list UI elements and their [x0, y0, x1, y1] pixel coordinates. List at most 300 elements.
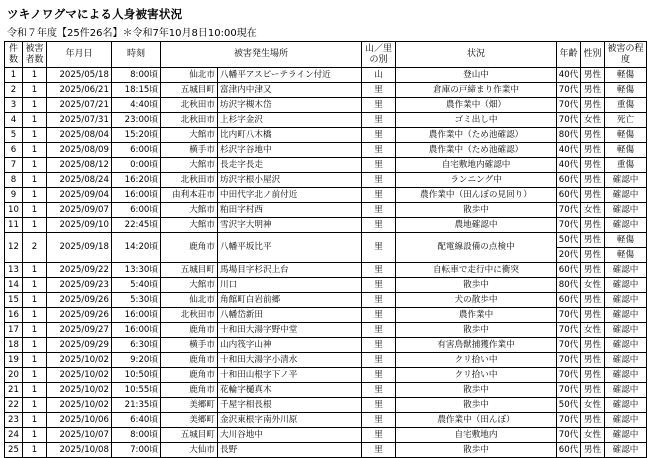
cell-area: 里: [362, 308, 396, 323]
cell-city: 五城目町: [161, 83, 218, 98]
cell-area: 里: [362, 188, 396, 203]
cell-age: 40代: [557, 143, 581, 158]
cell-victims: 1: [23, 98, 47, 113]
table-row: [5, 278, 647, 293]
cell-age: 70代: [557, 338, 581, 353]
cell-no: 14: [5, 278, 23, 293]
cell-victims: 2: [23, 233, 47, 263]
cell-time: 22:45頃: [112, 218, 161, 233]
cell-place: 長走字長走: [218, 158, 362, 173]
cell-date: 2025/09/23: [47, 278, 112, 293]
cell-date: 2025/10/08: [47, 443, 112, 458]
cell-severity: 確認中: [605, 173, 647, 188]
cell-time: 6:30頃: [112, 338, 161, 353]
cell-place: 馬場目字杉沢上台: [218, 263, 362, 278]
cell-no: 13: [5, 263, 23, 278]
cell-victims: 1: [23, 83, 47, 98]
cell-city: 五城目町: [161, 263, 218, 278]
cell-victims: 1: [23, 368, 47, 383]
cell-area: 里: [362, 158, 396, 173]
cell-victims: 1: [23, 293, 47, 308]
cell-time: 6:00頃: [112, 203, 161, 218]
cell-age: 70代: [557, 308, 581, 323]
cell-city: 大館市: [161, 278, 218, 293]
cell-date: 2025/06/21: [47, 83, 112, 98]
cell-city: 鹿角市: [161, 233, 218, 263]
cell-severity: 軽傷: [605, 248, 647, 263]
cell-time: 10:55頃: [112, 383, 161, 398]
cell-gender: 女性: [581, 428, 605, 443]
table-row: [5, 128, 647, 143]
header-time: 時刻: [112, 42, 161, 68]
cell-severity: 確認中: [605, 203, 647, 218]
cell-age: 70代: [557, 323, 581, 338]
cell-date: 2025/07/21: [47, 98, 112, 113]
cell-place: 山内筏字山神: [218, 338, 362, 353]
header-location: 被害発生場所: [161, 42, 362, 68]
cell-no: 9: [5, 188, 23, 203]
cell-city: 鹿角市: [161, 353, 218, 368]
cell-area: 里: [362, 323, 396, 338]
cell-date: 2025/10/07: [47, 428, 112, 443]
cell-age: 60代: [557, 443, 581, 458]
page-subtitle: 令和７年度【25件26名】＊令和7年10月8日10:00現在: [7, 28, 257, 39]
cell-situation: 登山中: [396, 68, 557, 83]
cell-time: 5:40頃: [112, 278, 161, 293]
cell-city: 美郷町: [161, 413, 218, 428]
cell-city: 北秋田市: [161, 173, 218, 188]
cell-area: 里: [362, 383, 396, 398]
cell-time: 16:00頃: [112, 323, 161, 338]
cell-gender: 女性: [581, 278, 605, 293]
cell-city: 北秋田市: [161, 98, 218, 113]
table-row: [5, 398, 647, 413]
cell-time: 6:40頃: [112, 413, 161, 428]
cell-no: 5: [5, 128, 23, 143]
header-date: 年月日: [47, 42, 112, 68]
table-row: [5, 98, 647, 113]
cell-age: 70代: [557, 83, 581, 98]
cell-age: 40代: [557, 68, 581, 83]
cell-situation: クリ拾い中: [396, 368, 557, 383]
cell-situation: ランニング中: [396, 173, 557, 188]
cell-time: 16:00頃: [112, 188, 161, 203]
cell-victims: 1: [23, 68, 47, 83]
cell-city: 鹿角市: [161, 368, 218, 383]
cell-age: 70代: [557, 218, 581, 233]
cell-age: 70代: [557, 413, 581, 428]
cell-gender: 男性: [581, 98, 605, 113]
cell-date: 2025/07/31: [47, 113, 112, 128]
cell-age: 60代: [557, 188, 581, 203]
cell-age: 50代: [557, 398, 581, 413]
cell-severity: 確認中: [605, 278, 647, 293]
cell-gender: 男性: [581, 293, 605, 308]
cell-area: 里: [362, 203, 396, 218]
cell-no: 7: [5, 158, 23, 173]
cell-victims: 1: [23, 263, 47, 278]
cell-gender: 男性: [581, 83, 605, 98]
cell-victims: 1: [23, 128, 47, 143]
table-header-row: [5, 42, 647, 68]
cell-age: 20代: [557, 248, 581, 263]
table-row: [5, 113, 647, 128]
cell-severity: 確認中: [605, 218, 647, 233]
cell-place: 富津内中津又: [218, 83, 362, 98]
cell-date: 2025/08/24: [47, 173, 112, 188]
cell-situation: 散歩中: [396, 203, 557, 218]
cell-age: 80代: [557, 278, 581, 293]
cell-severity: 確認中: [605, 293, 647, 308]
cell-gender: 男性: [581, 443, 605, 458]
cell-place: 川口: [218, 278, 362, 293]
cell-city: 横手市: [161, 338, 218, 353]
table-row: [5, 158, 647, 173]
cell-severity: 軽傷: [605, 128, 647, 143]
cell-severity: 軽傷: [605, 233, 647, 248]
cell-severity: 確認中: [605, 398, 647, 413]
cell-place: 八幡平坂比平: [218, 233, 362, 263]
cell-area: 里: [362, 128, 396, 143]
table-row: [5, 83, 647, 98]
cell-date: 2025/05/18: [47, 68, 112, 83]
cell-severity: 軽傷: [605, 68, 647, 83]
cell-place: 八幡平アスピーテライン付近: [218, 68, 362, 83]
cell-area: 里: [362, 443, 396, 458]
cell-situation: 散歩中: [396, 443, 557, 458]
cell-age: 60代: [557, 293, 581, 308]
cell-victims: 1: [23, 218, 47, 233]
cell-severity: 確認中: [605, 383, 647, 398]
cell-time: 9:20頃: [112, 353, 161, 368]
header-situation: 状況: [396, 42, 557, 68]
cell-date: 2025/08/04: [47, 128, 112, 143]
cell-place: 大川谷地中: [218, 428, 362, 443]
cell-no: 20: [5, 368, 23, 383]
cell-victims: 1: [23, 353, 47, 368]
cell-time: 4:40頃: [112, 98, 161, 113]
cell-victims: 1: [23, 323, 47, 338]
cell-severity: 軽傷: [605, 83, 647, 98]
cell-place: 中田代字北ノ前付近: [218, 188, 362, 203]
cell-date: 2025/09/22: [47, 263, 112, 278]
cell-no: 25: [5, 443, 23, 458]
cell-city: 横手市: [161, 143, 218, 158]
cell-time: 5:30頃: [112, 293, 161, 308]
cell-victims: 1: [23, 428, 47, 443]
cell-situation: 農作業中（ため池確認）: [396, 128, 557, 143]
cell-no: 6: [5, 143, 23, 158]
cell-gender: 男性: [581, 413, 605, 428]
cell-situation: 農作業中（畑）: [396, 98, 557, 113]
cell-place: 千屋字相長根: [218, 398, 362, 413]
table-row: [5, 203, 647, 218]
cell-severity: 確認中: [605, 263, 647, 278]
cell-time: 8:00頃: [112, 68, 161, 83]
cell-gender: 男性: [581, 308, 605, 323]
table-row: [5, 308, 647, 323]
cell-gender: 男性: [581, 128, 605, 143]
cell-date: 2025/09/26: [47, 293, 112, 308]
table-row: [5, 293, 647, 308]
cell-gender: 男性: [581, 368, 605, 383]
cell-city: 由利本荘市: [161, 188, 218, 203]
cell-age: 70代: [557, 383, 581, 398]
cell-place: 十和田山根字下ノ平: [218, 368, 362, 383]
cell-no: 3: [5, 98, 23, 113]
cell-city: 美郷町: [161, 398, 218, 413]
cell-date: 2025/08/12: [47, 158, 112, 173]
header-area: 山／里の別: [362, 42, 396, 68]
cell-gender: 男性: [581, 143, 605, 158]
cell-victims: 1: [23, 308, 47, 323]
cell-date: 2025/09/29: [47, 338, 112, 353]
cell-area: 里: [362, 143, 396, 158]
cell-city: 北秋田市: [161, 113, 218, 128]
header-gender: 性別: [581, 42, 605, 68]
cell-victims: 1: [23, 383, 47, 398]
cell-situation: 散歩中: [396, 323, 557, 338]
cell-date: 2025/10/02: [47, 383, 112, 398]
cell-victims: 1: [23, 203, 47, 218]
cell-time: 16:20頃: [112, 173, 161, 188]
cell-time: 18:15頃: [112, 83, 161, 98]
cell-age: 60代: [557, 263, 581, 278]
cell-gender: 女性: [581, 203, 605, 218]
cell-age: 70代: [557, 203, 581, 218]
table-row: [5, 413, 647, 428]
table-row: [5, 263, 647, 278]
cell-age: 40代: [557, 158, 581, 173]
cell-victims: 1: [23, 158, 47, 173]
cell-place: 八幡岱新田: [218, 308, 362, 323]
cell-city: 仙北市: [161, 68, 218, 83]
cell-no: 15: [5, 293, 23, 308]
cell-situation: 農作業中（田んぼの見回り）: [396, 188, 557, 203]
header-victims: 被害者数: [23, 42, 47, 68]
cell-area: 里: [362, 278, 396, 293]
cell-area: 里: [362, 173, 396, 188]
cell-situation: 配電線設備の点検中: [396, 233, 557, 263]
table-row: [5, 383, 647, 398]
cell-city: 五城目町: [161, 428, 218, 443]
cell-no: 11: [5, 218, 23, 233]
cell-date: 2025/09/18: [47, 233, 112, 263]
cell-time: 10:50頃: [112, 368, 161, 383]
cell-situation: 自宅敷地内確認中: [396, 158, 557, 173]
cell-city: 北秋田市: [161, 308, 218, 323]
cell-date: 2025/09/04: [47, 188, 112, 203]
header-no: 件数: [5, 42, 23, 68]
cell-time: 7:00頃: [112, 443, 161, 458]
cell-victims: 1: [23, 338, 47, 353]
table-row: [5, 233, 647, 248]
cell-severity: 確認中: [605, 443, 647, 458]
table-row: [5, 353, 647, 368]
cell-severity: 確認中: [605, 188, 647, 203]
cell-age: 70代: [557, 428, 581, 443]
cell-age: 80代: [557, 128, 581, 143]
cell-situation: 散歩中: [396, 278, 557, 293]
cell-severity: 確認中: [605, 308, 647, 323]
table-row: [5, 428, 647, 443]
cell-severity: 確認中: [605, 338, 647, 353]
cell-victims: 1: [23, 443, 47, 458]
cell-place: 十和田大湯字小清水: [218, 353, 362, 368]
cell-situation: 倉庫の戸締まり作業中: [396, 83, 557, 98]
cell-situation: 犬の散歩中: [396, 293, 557, 308]
cell-situation: 農地確認中: [396, 218, 557, 233]
cell-city: 鹿角市: [161, 323, 218, 338]
cell-gender: 男性: [581, 68, 605, 83]
cell-date: 2025/09/10: [47, 218, 112, 233]
cell-area: 里: [362, 413, 396, 428]
cell-area: 里: [362, 428, 396, 443]
cell-area: 里: [362, 398, 396, 413]
cell-age: 70代: [557, 98, 581, 113]
cell-date: 2025/10/02: [47, 398, 112, 413]
cell-gender: 女性: [581, 323, 605, 338]
cell-place: 花輪字樋真木: [218, 383, 362, 398]
cell-area: 里: [362, 293, 396, 308]
cell-no: 4: [5, 113, 23, 128]
cell-place: 雪沢字大明神: [218, 218, 362, 233]
table-body: [5, 68, 647, 458]
table-row: [5, 218, 647, 233]
cell-date: 2025/09/26: [47, 308, 112, 323]
table-row: [5, 323, 647, 338]
cell-time: 16:00頃: [112, 308, 161, 323]
cell-situation: クリ拾い中: [396, 353, 557, 368]
cell-victims: 1: [23, 113, 47, 128]
cell-time: 21:35頃: [112, 398, 161, 413]
cell-city: 大館市: [161, 128, 218, 143]
cell-place: 粕田字村西: [218, 203, 362, 218]
cell-no: 8: [5, 173, 23, 188]
cell-no: 23: [5, 413, 23, 428]
cell-time: 0:00頃: [112, 158, 161, 173]
cell-place: 坊沢字根小屋沢: [218, 173, 362, 188]
cell-gender: 女性: [581, 113, 605, 128]
cell-severity: 確認中: [605, 428, 647, 443]
cell-severity: 重傷: [605, 158, 647, 173]
page-title: ツキノワグマによる人身被害状況: [7, 7, 183, 21]
cell-area: 里: [362, 353, 396, 368]
cell-gender: 女性: [581, 398, 605, 413]
cell-no: 21: [5, 383, 23, 398]
cell-victims: 1: [23, 398, 47, 413]
cell-no: 2: [5, 83, 23, 98]
cell-no: 24: [5, 428, 23, 443]
cell-area: 里: [362, 233, 396, 263]
cell-time: 6:00頃: [112, 143, 161, 158]
cell-area: 里: [362, 113, 396, 128]
cell-area: 里: [362, 218, 396, 233]
cell-area: 里: [362, 83, 396, 98]
cell-severity: 確認中: [605, 353, 647, 368]
cell-severity: 確認中: [605, 323, 647, 338]
cell-no: 22: [5, 398, 23, 413]
cell-time: 14:20頃: [112, 233, 161, 263]
cell-age: 60代: [557, 173, 581, 188]
cell-place: 角館町白岩前郷: [218, 293, 362, 308]
cell-city: 鹿角市: [161, 383, 218, 398]
cell-place: 上杉字金沢: [218, 113, 362, 128]
cell-situation: 有害鳥獣捕獲作業中: [396, 338, 557, 353]
cell-area: 里: [362, 338, 396, 353]
header-severity: 被害の程度: [605, 42, 647, 68]
cell-area: 里: [362, 263, 396, 278]
cell-time: 13:30頃: [112, 263, 161, 278]
cell-no: 16: [5, 308, 23, 323]
cell-city: 大館市: [161, 203, 218, 218]
cell-area: 里: [362, 98, 396, 113]
cell-situation: 自宅敷地内: [396, 428, 557, 443]
cell-age: 70代: [557, 113, 581, 128]
cell-date: 2025/09/07: [47, 203, 112, 218]
cell-victims: 1: [23, 188, 47, 203]
cell-gender: 男性: [581, 248, 605, 263]
cell-city: 仙北市: [161, 293, 218, 308]
cell-no: 17: [5, 323, 23, 338]
cell-time: 8:00頃: [112, 428, 161, 443]
table-row: [5, 143, 647, 158]
cell-no: 10: [5, 203, 23, 218]
incident-table: [4, 41, 647, 458]
cell-gender: 男性: [581, 158, 605, 173]
cell-situation: ゴミ出し中: [396, 113, 557, 128]
cell-victims: 1: [23, 413, 47, 428]
table-row: [5, 68, 647, 83]
cell-city: 大仙市: [161, 443, 218, 458]
cell-no: 1: [5, 68, 23, 83]
cell-victims: 1: [23, 173, 47, 188]
cell-no: 12: [5, 233, 23, 263]
cell-situation: 農作業中（ため池確認）: [396, 143, 557, 158]
table-row: [5, 368, 647, 383]
cell-severity: 死亡: [605, 113, 647, 128]
cell-date: 2025/10/06: [47, 413, 112, 428]
header-age: 年齢: [557, 42, 581, 68]
cell-gender: 男性: [581, 218, 605, 233]
cell-severity: 重傷: [605, 98, 647, 113]
cell-time: 15:20頃: [112, 128, 161, 143]
cell-situation: 農作業中: [396, 308, 557, 323]
cell-date: 2025/08/09: [47, 143, 112, 158]
cell-situation: 散歩中: [396, 398, 557, 413]
table-row: [5, 173, 647, 188]
table-row: [5, 338, 647, 353]
cell-severity: 軽傷: [605, 143, 647, 158]
cell-city: 大館市: [161, 218, 218, 233]
cell-no: 19: [5, 353, 23, 368]
cell-no: 18: [5, 338, 23, 353]
cell-place: 長野: [218, 443, 362, 458]
cell-place: 金沢東根字南外川原: [218, 413, 362, 428]
cell-area: 山: [362, 68, 396, 83]
cell-age: 70代: [557, 353, 581, 368]
cell-victims: 1: [23, 143, 47, 158]
cell-age: 70代: [557, 368, 581, 383]
cell-place: 杉沢字谷地中: [218, 143, 362, 158]
cell-place: 比内町八木橋: [218, 128, 362, 143]
cell-area: 里: [362, 368, 396, 383]
table-row: [5, 188, 647, 203]
cell-gender: 男性: [581, 233, 605, 248]
cell-gender: 男性: [581, 173, 605, 188]
cell-city: 大館市: [161, 158, 218, 173]
cell-situation: 自転車で走行中に衝突: [396, 263, 557, 278]
